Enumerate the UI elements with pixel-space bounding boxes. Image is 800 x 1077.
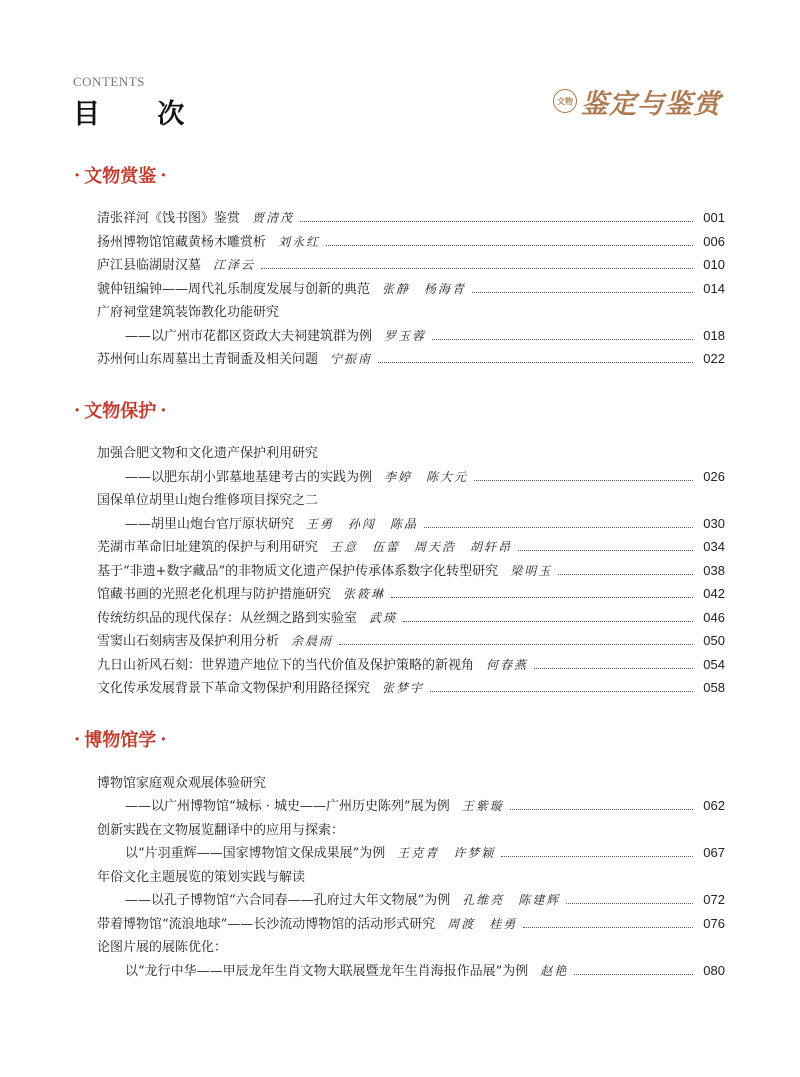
toc-entry-subtitle[interactable]	[97, 889, 725, 911]
entry-author: 孔维亮 陈建辉	[462, 893, 561, 907]
toc-entry-subtitle[interactable]	[97, 513, 725, 535]
entry-author: 周渡 桂勇	[447, 917, 518, 931]
entry-page: 054	[703, 657, 725, 672]
dot-leader	[391, 596, 693, 598]
entry-title: 苏州何山东周墓出土青铜盉及相关问题	[97, 352, 319, 367]
entry-title: 传统纺织品的现代保存：从丝绸之路到实验室	[97, 611, 358, 626]
dot-leader	[430, 690, 693, 692]
toc-entry-heading[interactable]	[97, 772, 725, 794]
toc-entry-heading[interactable]	[97, 866, 725, 888]
toc-entry-subtitle[interactable]	[97, 325, 725, 347]
toc-entry-subtitle[interactable]	[97, 960, 725, 982]
entry-author: 赵艳	[540, 964, 569, 978]
entry-page: 026	[703, 469, 725, 484]
section-dot: ·	[74, 728, 81, 750]
logo-text: 鉴定与鉴赏	[581, 88, 721, 120]
toc-entry-subtitle[interactable]	[97, 842, 725, 864]
toc-entry[interactable]	[97, 278, 725, 300]
entry-page: 022	[703, 351, 725, 366]
toc-entry-heading[interactable]	[97, 936, 725, 958]
entry-page: 046	[703, 610, 725, 625]
dot-leader	[472, 291, 693, 293]
entry-author: 王克青 许梦颖	[397, 846, 496, 860]
entry-author: 贾清茂	[252, 211, 295, 225]
entry-page: 001	[703, 210, 725, 225]
entry-page: 076	[703, 916, 725, 931]
dot-leader	[403, 620, 693, 622]
entry-page: 067	[703, 845, 725, 860]
toc-entry[interactable]	[97, 654, 725, 676]
entry-title: ——以孔子博物馆“六合同春——孔府过大年文物展”为例	[125, 893, 451, 908]
journal-logo	[553, 82, 733, 120]
entry-title: 芜湖市革命旧址建筑的保护与利用研究	[97, 540, 319, 555]
toc-entry[interactable]	[97, 583, 725, 605]
entry-author: 王意 伍蕾 周天浩 胡轩昂	[330, 540, 513, 554]
dot-leader	[523, 926, 693, 928]
dot-leader	[501, 855, 693, 857]
dot-leader	[326, 244, 693, 246]
dot-leader	[339, 643, 693, 645]
entry-page: 050	[703, 633, 725, 648]
section-dot: ·	[160, 164, 167, 186]
entry-title: 年俗文化主题展览的策划实践与解读	[97, 870, 306, 885]
entry-title: 广府祠堂建筑装饰教化功能研究	[97, 305, 280, 320]
entry-title: 基于“非遗+数字藏品”的非物质文化遗产保护传承体系数字化转型研究	[97, 564, 499, 579]
section-title-text: 文物赏鉴	[84, 166, 157, 187]
dot-leader	[534, 667, 693, 669]
entry-title: 庐江县临湖尉汉墓	[97, 258, 202, 273]
section-title-cultural-relic-appreciation	[74, 162, 171, 188]
section-dot: ·	[74, 399, 81, 421]
entry-author: 余晨雨	[291, 634, 334, 648]
entry-page: 042	[703, 586, 725, 601]
entry-title: ——以肥东胡小郢墓地基建考古的实践为例	[125, 470, 373, 485]
dot-leader	[432, 338, 693, 340]
toc-entry[interactable]	[97, 207, 725, 229]
entry-page: 058	[703, 680, 725, 695]
entry-title: ——以广州博物馆“城标 · 城史——广州历史陈列”展为例	[125, 799, 450, 814]
entry-title: ——以广州市花都区资政大夫祠建筑群为例	[125, 329, 373, 344]
entry-page: 062	[703, 798, 725, 813]
dot-leader	[424, 526, 693, 528]
dot-leader	[558, 573, 693, 575]
dot-leader	[574, 973, 693, 975]
toc-entry[interactable]	[97, 560, 725, 582]
entry-page: 010	[703, 257, 725, 272]
toc-entry-heading[interactable]	[97, 301, 725, 323]
toc-entry[interactable]	[97, 231, 725, 253]
entry-title: 以“片羽重辉——国家博物馆文保成果展”为例	[125, 846, 386, 861]
entry-page: 018	[703, 328, 725, 343]
entry-author: 武瑛	[369, 611, 398, 625]
dot-leader	[300, 220, 693, 222]
dot-leader	[474, 479, 693, 481]
entry-title: 创新实践在文物展览翻译中的应用与探索：	[97, 823, 345, 838]
section-title-cultural-relic-protection	[74, 397, 171, 423]
entry-author: 张筱琳	[343, 587, 386, 601]
entry-page: 038	[703, 563, 725, 578]
entry-page: 014	[703, 281, 725, 296]
entry-author: 王勇 孙闯 陈晶	[306, 517, 419, 531]
page-title: 目 次	[73, 99, 209, 130]
toc-entry-subtitle[interactable]	[97, 466, 725, 488]
dot-leader	[518, 549, 693, 551]
toc-entry-heading[interactable]	[97, 489, 725, 511]
section-dot: ·	[160, 399, 167, 421]
entry-title: 论图片展的展陈优化：	[97, 940, 228, 955]
entry-page: 034	[703, 539, 725, 554]
entry-author: 罗玉蓉	[384, 329, 427, 343]
toc-entry[interactable]	[97, 630, 725, 652]
entry-author: 张梦宇	[382, 681, 425, 695]
dot-leader	[378, 361, 693, 363]
entry-page: 030	[703, 516, 725, 531]
section-title-museology	[74, 726, 171, 752]
entry-title: 馆藏书画的光照老化机理与防护措施研究	[97, 587, 332, 602]
contents-label: CONTENTS	[73, 74, 145, 89]
toc-entry[interactable]	[97, 913, 725, 935]
toc-entry-heading[interactable]	[97, 442, 725, 464]
entry-title: 加强合肥文物和文化遗产保护利用研究	[97, 446, 319, 461]
toc-entry-subtitle[interactable]	[97, 795, 725, 817]
toc-entry[interactable]	[97, 607, 725, 629]
entry-author: 何春燕	[486, 658, 529, 672]
entry-page: 006	[703, 234, 725, 249]
entry-author: 李婷 陈大元	[384, 470, 469, 484]
entry-title: 九日山祈风石刻：世界遗产地位下的当代价值及保护策略的新视角	[97, 658, 475, 673]
dot-leader	[510, 808, 693, 810]
entry-author: 王紫璇	[461, 799, 504, 813]
entry-page: 072	[703, 892, 725, 907]
entry-author: 梁明玉	[510, 564, 553, 578]
entry-title: 国保单位胡里山炮台维修项目探究之二	[97, 493, 319, 508]
entry-author: 宁振南	[330, 352, 373, 366]
entry-title: 扬州博物馆馆藏黄杨木雕赏析	[97, 235, 267, 250]
entry-title: 清张祥河《饯书图》鉴赏	[97, 211, 241, 226]
section-dot: ·	[74, 164, 81, 186]
section-title-text: 博物馆学	[84, 730, 157, 751]
dot-leader	[566, 902, 693, 904]
entry-title: 以“龙行中华——甲辰龙年生肖文物大联展暨龙年生肖海报作品展”为例	[125, 964, 529, 979]
entry-title: ——胡里山炮台官厅原状研究	[125, 517, 295, 532]
toc-entry[interactable]	[97, 254, 725, 276]
entry-title: 带着博物馆“流浪地球”——长沙流动博物馆的活动形式研究	[97, 917, 436, 932]
entry-author: 江泽云	[213, 258, 256, 272]
logo-seal: 文物	[553, 89, 577, 113]
entry-title: 博物馆家庭观众观展体验研究	[97, 776, 267, 791]
entry-page: 080	[703, 963, 725, 978]
toc-entry[interactable]	[97, 677, 725, 699]
toc-entry-heading[interactable]	[97, 819, 725, 841]
section-dot: ·	[160, 728, 167, 750]
entry-title: 雪窦山石刻病害及保护利用分析	[97, 634, 280, 649]
section-title-text: 文物保护	[84, 401, 157, 422]
toc-entry[interactable]	[97, 348, 725, 370]
entry-author: 张静 杨海青	[382, 282, 467, 296]
toc-entry[interactable]	[97, 536, 725, 558]
entry-title: 虢仲钮编钟——周代礼乐制度发展与创新的典范	[97, 282, 371, 297]
dot-leader	[261, 267, 693, 269]
entry-title: 文化传承发展背景下革命文物保护利用路径探究	[97, 681, 371, 696]
entry-author: 刘永红	[278, 235, 321, 249]
